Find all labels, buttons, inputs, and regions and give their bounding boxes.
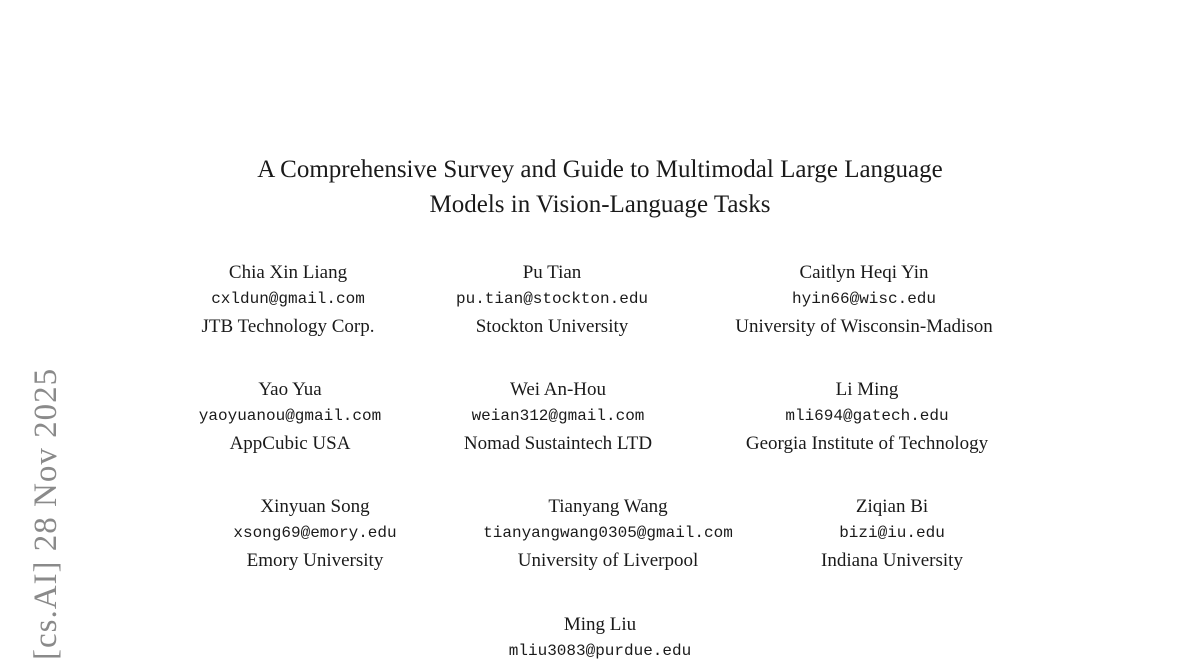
author-affiliation: Nomad Sustaintech LTD — [463, 433, 653, 454]
author-block — [434, 376, 682, 457]
author-name: Xinyuan Song — [260, 496, 370, 517]
arxiv-stamp-text: [cs.AI] 28 Nov 2025 — [28, 367, 64, 660]
paper-title-line-1: A Comprehensive Survey and Guide to Multimodal Large Language — [257, 156, 943, 183]
author-affiliation: Stockton University — [475, 316, 629, 337]
author-block — [213, 493, 417, 574]
author-block — [704, 259, 1024, 340]
author-block — [792, 493, 992, 574]
author-block — [712, 376, 1022, 457]
author-affiliation: University of Liverpool — [517, 550, 699, 571]
author-email[interactable]: hyin66@wisc.edu — [791, 290, 937, 308]
author-affiliation: Georgia Institute of Technology — [745, 433, 989, 454]
author-email[interactable]: mli694@gatech.edu — [785, 407, 949, 425]
author-name: Ming Liu — [563, 614, 637, 635]
author-block — [188, 259, 388, 340]
author-name: Tianyang Wang — [548, 496, 668, 517]
author-email[interactable]: tianyangwang0305@gmail.com — [483, 524, 733, 542]
author-block — [432, 259, 672, 340]
author-block — [179, 376, 401, 457]
author-name: Pu Tian — [522, 262, 582, 283]
author-name: Chia Xin Liang — [228, 262, 348, 283]
author-name: Ziqian Bi — [855, 496, 929, 517]
author-block — [452, 493, 764, 574]
author-email[interactable]: yaoyuanou@gmail.com — [198, 407, 382, 425]
author-email[interactable]: mliu3083@purdue.edu — [508, 642, 692, 660]
paper-title — [100, 152, 1100, 222]
author-email[interactable]: pu.tian@stockton.edu — [455, 290, 649, 308]
author-affiliation: Indiana University — [821, 550, 963, 571]
author-affiliation: Emory University — [246, 550, 384, 571]
author-email[interactable]: xsong69@emory.edu — [233, 524, 397, 542]
author-affiliation: University of Wisconsin-Madison — [735, 316, 993, 337]
author-email[interactable]: cxldun@gmail.com — [211, 290, 365, 308]
author-name: Caitlyn Heqi Yin — [799, 262, 929, 283]
author-affiliation: JTB Technology Corp. — [201, 316, 375, 337]
paper-title-line-2: Models in Vision-Language Tasks — [429, 191, 771, 218]
author-affiliation: AppCubic USA — [229, 433, 351, 454]
author-name: Yao Yua — [258, 379, 322, 400]
author-name: Wei An-Hou — [509, 379, 607, 400]
author-name: Li Ming — [835, 379, 899, 400]
author-block — [480, 611, 720, 665]
arxiv-stamp — [28, 330, 68, 660]
author-email[interactable]: bizi@iu.edu — [839, 524, 945, 542]
author-email[interactable]: weian312@gmail.com — [471, 407, 645, 425]
